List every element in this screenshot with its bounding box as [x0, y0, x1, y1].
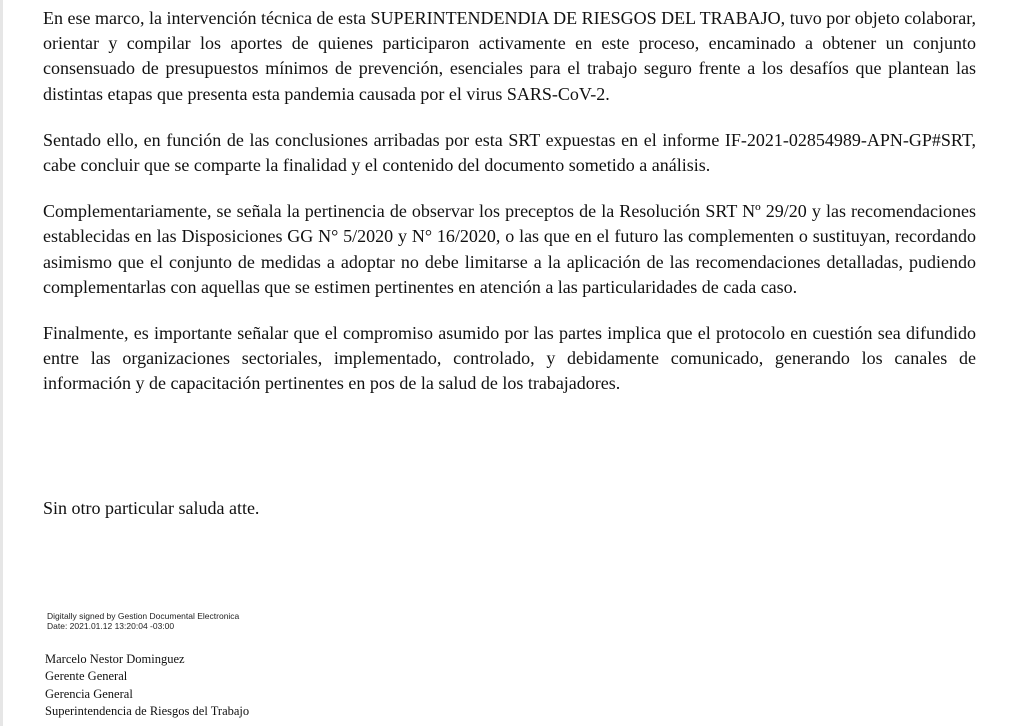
- paragraph-commitment: Finalmente, es importante señalar que el compromiso asumido por las partes implica que el protocolo en cuestión sea difundido entre las organizaciones sectoriales, implementado, controlado, y debidamente comunicado, generando los canales de información y de capacitación pertinentes en pos de la salud de los trabajadores.: [43, 323, 976, 394]
- paragraph-intervention: En ese marco, la intervención técnica de esta SUPERINTENDENDIA DE RIESGOS DEL TRABAJO, tuvo por objeto colaborar, orientar y compilar los aportes de quienes participaron activamente en este proceso, encaminado a obtener un conjunto consensuado de presupuestos mínimos de prevención, esenciales para el trabajo seguro frente a los desafíos que plantean las distintas etapas que presenta esta pandemia causada por el virus SARS-CoV-2.: [43, 8, 976, 104]
- signer-block: [45, 651, 249, 720]
- page-edge: [0, 0, 3, 726]
- signer-title: Gerente General: [45, 669, 128, 684]
- digital-signature-stamp: [47, 612, 239, 631]
- signature-date: Date: 2021.01.12 13:20:04 -03:00: [47, 620, 175, 631]
- signed-by-line: Digitally signed by Gestion Documental Electronica: [47, 611, 240, 621]
- document-body: [43, 6, 976, 418]
- paragraph-recommendations: Complementariamente, se señala la pertinencia de observar los preceptos de la Resolución SRT Nº 29/20 y las recomendaciones establecidas en las Disposiciones GG N° 5/2020 y N° 16/2020, o las que en el futuro las complementen o sustituyan, recordando asimismo que el conjunto de medidas a adoptar no debe limitarse a la aplicación de las recomendaciones detalladas, pudiendo complementarlas con aquellas que se estimen pertinentes en atención a las particularidades de cada caso.: [43, 201, 976, 297]
- signer-organization: Superintendencia de Riesgos del Trabajo: [45, 703, 250, 718]
- signer-department: Gerencia General: [45, 686, 133, 701]
- closing-salutation: Sin otro particular saluda atte.: [43, 498, 260, 518]
- paragraph-conclusion: Sentado ello, en función de las conclusiones arribadas por esta SRT expuestas en el informe IF-2021-02854989-APN-GP#SRT, cabe concluir que se comparte la finalidad y el contenido del documento sometido a análisis.: [43, 129, 976, 176]
- signer-name: Marcelo Nestor Dominguez: [45, 652, 185, 666]
